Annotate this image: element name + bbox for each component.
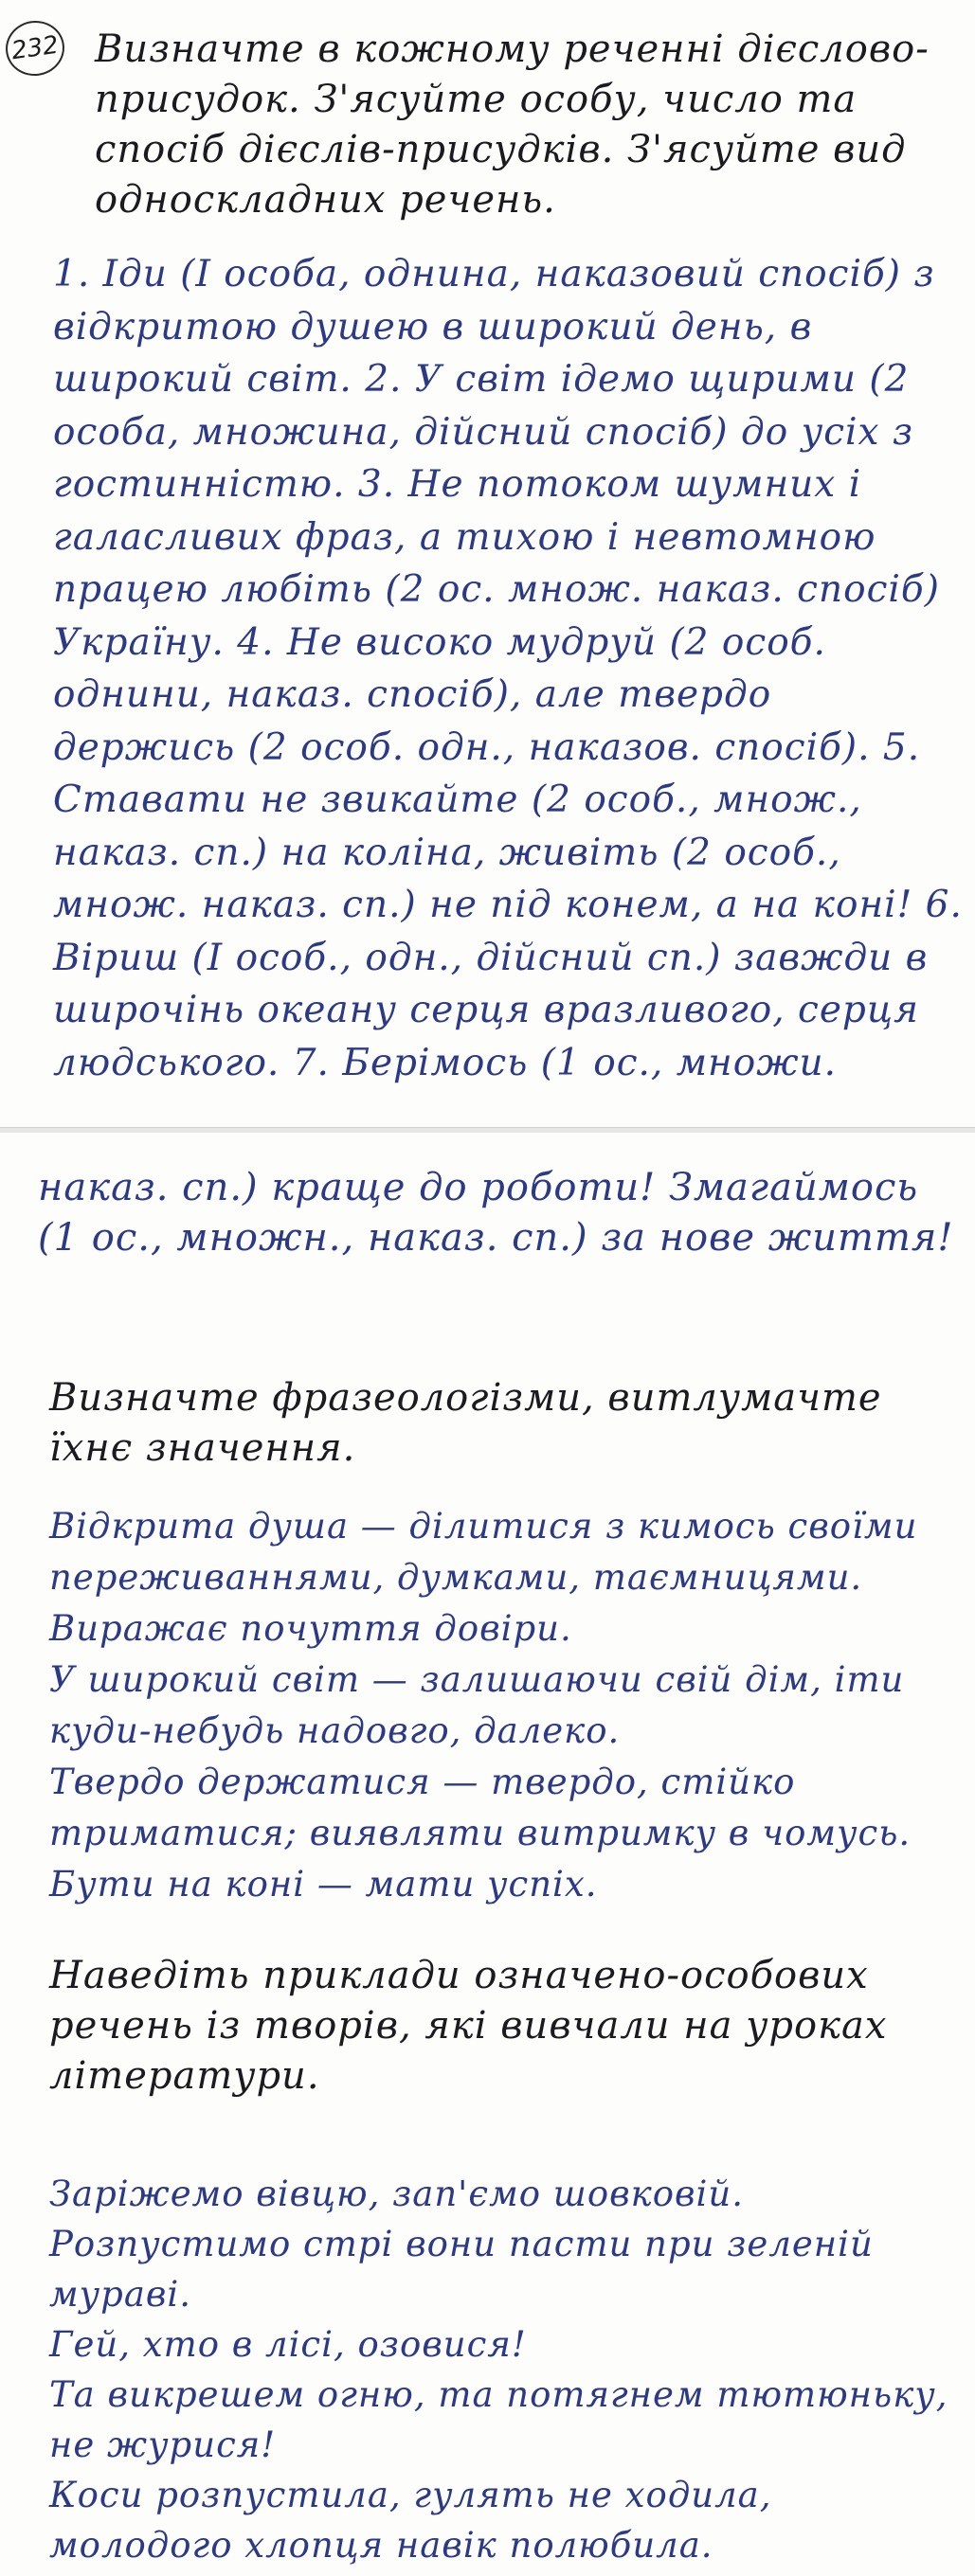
examples-answer: Заріжемо вівцю, зап'ємо шовковій. Розпустимо стрі вони пасти при зеленій мураві. Гей, хто в лісі, озовися! Та викрешем огню, та потягнем тютюньку, не журися! Коси розпустила, гулять не ходила, молодого хлопця навік полюбила. [49,2174,948,2566]
examples-prompt: Наведіть приклади означено-особових речень із творів, які вивчали на уроках літератури. [49,1954,888,2098]
phraseology-prompt: Визначте фразеологізми, витлумачте їхнє значення. [49,1376,882,1470]
task-prompt: Визначте в кожному реченні дієслово-присудок. З'ясуйте особу, число та спосіб дієслів-присудків. З'ясуйте вид односкладних речень. [95,27,930,222]
answer-text-part1: 1. Іди (І особа, однина, наказовий спосіб) з відкритою душею в широкий день, в широкий світ. 2. У світ ідемо щирими (2 особа, множина, дійсний спосіб) до усіх з гостинністю. 3. Не потоком шумних і галасливих фраз, а тихою і невтомною працею любіть (2 ос. множ. наказ. спосіб) Україну. 4. Не високо мудруй (2 особ. однини, наказ. спосіб), але твердо держись (2 особ. одн., наказов. спосіб). 5. Ставати не звикайте (2 особ., множ., наказ. сп.) на коліна, живіть (2 особ., множ. наказ. сп.) не під конем, а на коні! 6. Віриш (І особ., одн., дійсний сп.) завжди в широчінь океану серця вразливого, серця людського. 7. Берімось (1 ос., множи. [53,253,963,1084]
task-number: 232 [2,17,67,80]
answer-text-part2: наказ. сп.) краще до роботи! Змагаймось (1 ос., множн., наказ. сп.) за нове життя! [38,1166,954,1260]
phraseology-answer: Відкрита душа — ділитися з кимось своїми переживаннями, думками, таємницями. Виражає почуття довіри. У широкий світ — залишаючи свій дім, іти куди-небудь надовго, далеко. Твердо держатися — твердо, стійко триматися; виявляти витримку в чомусь. Бути на коні — мати успіх. [49,1506,918,1905]
